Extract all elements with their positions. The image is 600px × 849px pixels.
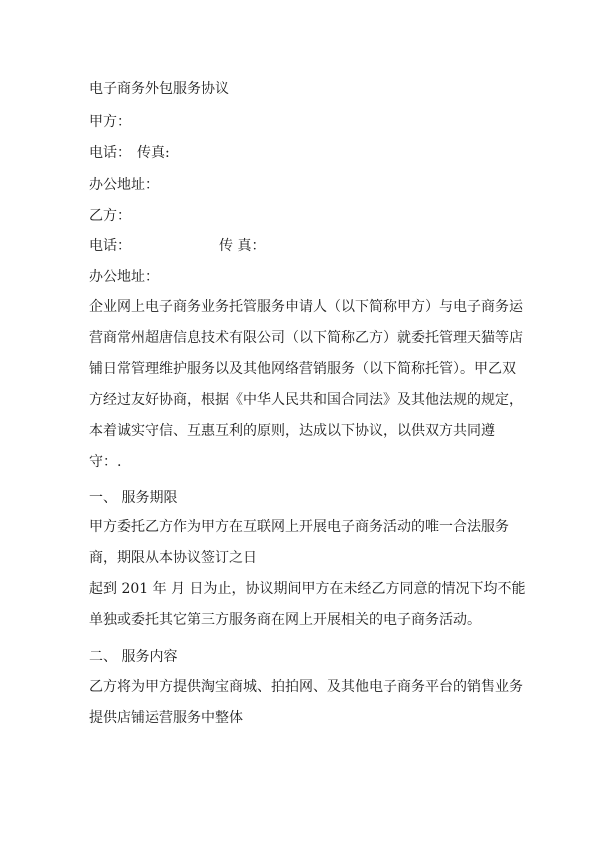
party-b-label: 乙方：: [89, 208, 131, 224]
paragraph-line: 守：.: [89, 454, 122, 470]
paragraph-line: 方经过友好协商，根据《中华人民共和国合同法》及其他法规的规定，: [89, 392, 523, 408]
office-address-label-2: 办公地址：: [89, 269, 159, 285]
paragraph-line: 提供店铺运营服务中整体: [89, 710, 243, 726]
section-1-body: [89, 512, 529, 636]
paragraph-line: 企业网上电子商务业务托管服务申请人（以下简称甲方）与电子商务运: [89, 299, 523, 315]
fax-label: 传 真：: [219, 238, 266, 254]
phone-label: 电话：: [89, 238, 131, 254]
paragraph-line: 本着诚实守信、互惠互利的原则，达成以下协议，以供双方共同遵: [89, 423, 495, 439]
document-title: 电子商务外包服务协议: [89, 81, 229, 97]
phone-fax-line-2: [89, 237, 265, 255]
phone-fax-line-1: [89, 144, 170, 162]
paragraph-line: 商，期限从本协议签订之日: [89, 550, 257, 566]
phone-label: 电话：: [89, 145, 131, 161]
party-a-label: 甲方：: [89, 114, 131, 130]
section-1-heading: 一、 服务期限: [89, 490, 178, 506]
section-2-body: [89, 672, 529, 734]
office-address-label-1: 办公地址：: [89, 177, 159, 193]
paragraph-line: 营商常州超唐信息技术有限公司（以下简称乙方）就委托管理天猫等店: [89, 330, 523, 346]
fax-label: 传真:: [137, 145, 170, 161]
section-2-heading: 二、 服务内容: [89, 649, 178, 665]
paragraph-line: 起到 201 年 月 日为止，协议期间甲方在未经乙方同意的情况下均不能: [89, 581, 526, 597]
paragraph-line: 铺日常管理维护服务以及其他网络营销服务（以下简称托管）。甲乙双: [89, 361, 516, 377]
intro-paragraph: [89, 292, 529, 478]
paragraph-line: 单独或委托其它第三方服务商在网上开展相关的电子商务活动。: [89, 612, 481, 628]
paragraph-line: 甲方委托乙方作为甲方在互联网上开展电子商务活动的唯一合法服务: [89, 519, 509, 535]
paragraph-line: 乙方将为甲方提供淘宝商城、拍拍网、及其他电子商务平台的销售业务: [89, 679, 523, 695]
